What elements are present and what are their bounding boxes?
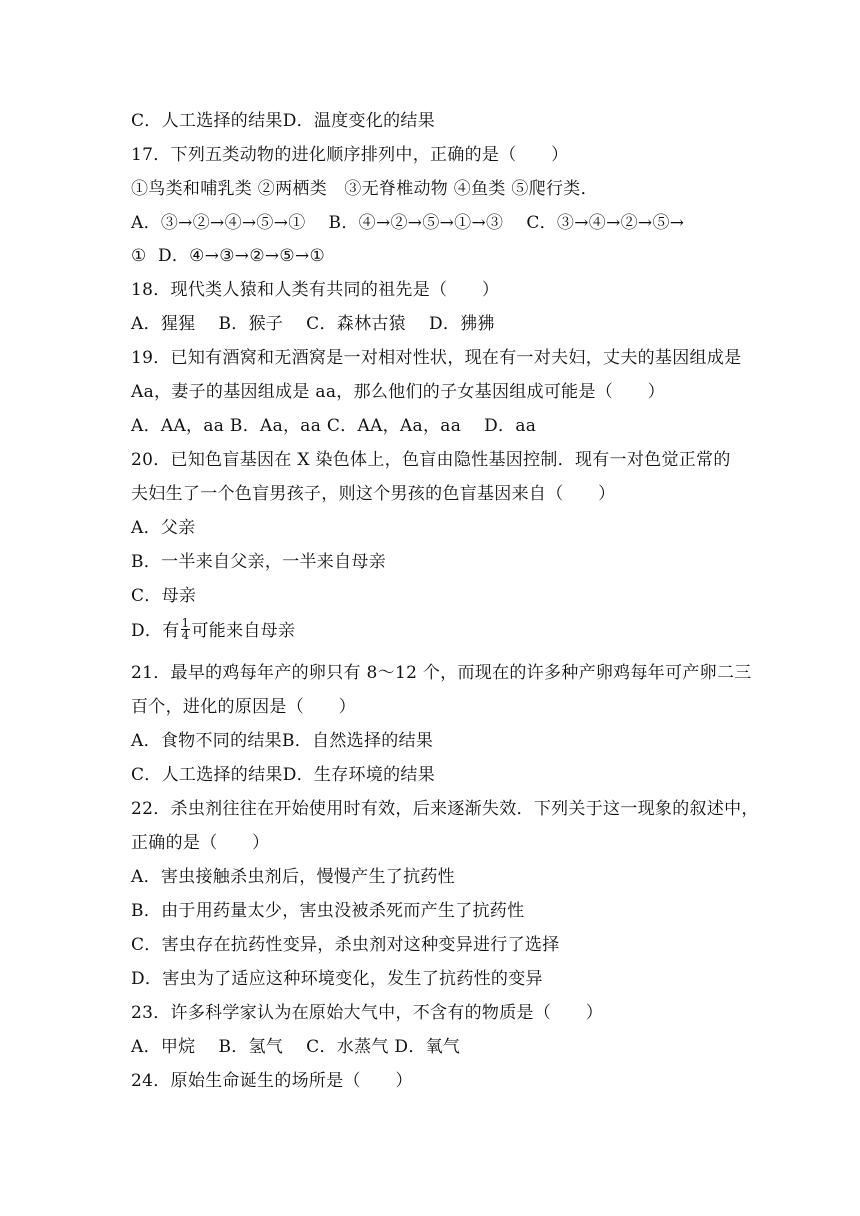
fraction-numerator: 1: [181, 616, 190, 630]
q20-option-d-prefix: D．有: [131, 621, 180, 641]
q18-options: A．猩猩 B．猴子 C．森林古猿 D．狒狒: [131, 314, 495, 334]
q22-option-d: D．害虫为了适应这种环境变化，发生了抗药性的变异: [131, 969, 543, 989]
q20-option-b: B．一半来自父亲，一半来自母亲: [131, 552, 386, 572]
q17-stem: 17．下列五类动物的进化顺序排列中，正确的是（ ）: [131, 145, 569, 165]
q22-option-c: C．害虫存在抗药性变异，杀虫剂对这种变异进行了选择: [131, 935, 560, 955]
q23-stem: 23．许多科学家认为在原始大气中，不含有的物质是（ ）: [131, 1003, 604, 1023]
q20-option-a: A．父亲: [131, 518, 196, 538]
q19-stem-line2: Aa，妻子的基因组成是 aa，那么他们的子女基因组成可能是（ ）: [131, 382, 665, 402]
q22-stem-line1: 22．杀虫剂往往在开始使用时有效，后来逐渐失效．下列关于这一现象的叙述中，: [131, 799, 759, 819]
q22-option-a: A．害虫接触杀虫剂后，慢慢产生了抗药性: [131, 867, 455, 887]
q23-options: A．甲烷 B．氢气 C．水蒸气 D．氧气: [131, 1037, 461, 1057]
q24-stem: 24．原始生命诞生的场所是（ ）: [131, 1071, 413, 1091]
q21-options-cd: C．人工选择的结果D．生存环境的结果: [131, 765, 436, 785]
q20-option-d: [131, 616, 741, 643]
q20-stem-line1: 20．已知色盲基因在 X 染色体上，色盲由隐性基因控制．现有一对色觉正常的: [131, 450, 731, 470]
q21-stem-line1: 21．最早的鸡每年产的卵只有 8～12 个，而现在的许多种产卵鸡每年可产卵二三: [131, 663, 752, 683]
q17-options-line1: A．③→②→④→⑤→① B．④→②→⑤→①→③ C．③→④→②→⑤→: [131, 213, 685, 233]
q18-stem: 18．现代类人猿和人类有共同的祖先是（ ）: [131, 280, 500, 300]
q22-stem-line2: 正确的是（ ）: [131, 833, 270, 853]
q17-options-line2: ① D．④→③→②→⑤→①: [131, 246, 326, 266]
q16-option-cd: C．人工选择的结果D．温度变化的结果: [131, 111, 436, 131]
q21-stem-line2: 百个，进化的原因是（ ）: [131, 697, 356, 717]
q20-option-c: C．母亲: [131, 586, 197, 606]
q20-stem-line2: 夫妇生了一个色盲男孩子，则这个男孩的色盲基因来自（ ）: [131, 484, 616, 504]
q20-option-d-suffix: 可能来自母亲: [191, 621, 296, 641]
q19-options: A．AA，aa B．Aa，aa C．AA，Aa，aa D．aa: [131, 416, 537, 436]
q17-items: ①鸟类和哺乳类 ②两栖类 ③无脊椎动物 ④鱼类 ⑤爬行类．: [131, 179, 598, 199]
q19-stem-line1: 19．已知有酒窝和无酒窝是一对相对性状，现在有一对夫妇，丈夫的基因组成是: [131, 348, 742, 368]
q22-option-b: B．由于用药量太少，害虫没被杀死而产生了抗药性: [131, 901, 525, 921]
q21-options-ab: A．食物不同的结果B．自然选择的结果: [131, 731, 434, 751]
fraction: [181, 618, 191, 641]
fraction-denominator: 4: [181, 628, 190, 642]
